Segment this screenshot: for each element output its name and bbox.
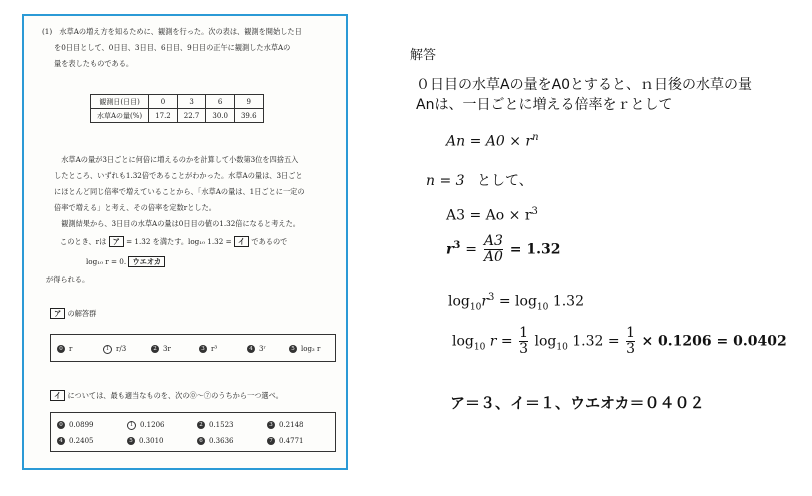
equation-text: A3 = Ao × r: [446, 207, 532, 224]
choice-text: 0.0899: [69, 421, 94, 429]
group-i-label: については、最も適当なものを、次の⓪〜⑦のうちから一つ選べ。: [67, 391, 283, 400]
choice-item: [57, 419, 94, 431]
equation-text: log: [534, 333, 557, 350]
equation-result: × 0.1206 = 0.0402: [641, 333, 787, 350]
fraction-numerator: 1: [626, 325, 635, 341]
choice-item: [197, 435, 234, 447]
choice-text: r³: [211, 345, 218, 353]
choice-text: 3ʳ: [259, 345, 266, 353]
choice-item: [197, 419, 234, 431]
table-row: [91, 109, 264, 123]
problem-text: log₁₀ r = 0.: [86, 257, 127, 266]
table-cell: 17.2: [149, 109, 178, 123]
observation-table: [90, 94, 264, 123]
table-header-cell: 9: [234, 95, 263, 109]
equation-subscript: 10: [469, 302, 482, 313]
problem-line-1: (1) 水草Aの増え方を知るために、観測を行った。次の表は、観測を開始した日: [42, 27, 302, 36]
problem-line-8: 観測結果から、3日目の水草Aの量は0日目の値の1.32倍になると考えた。: [54, 219, 300, 228]
table-cell: 39.6: [234, 109, 263, 123]
group-a-choices: [50, 334, 336, 362]
answer-box-i: イ: [234, 236, 249, 247]
choice-item: [127, 419, 165, 431]
choice-number: 0: [57, 421, 65, 429]
group-i-heading: [50, 390, 283, 402]
choice-item: [199, 343, 217, 355]
equation-text: n = 3: [426, 173, 465, 189]
choice-number: 1: [103, 345, 112, 354]
problem-line-10: [86, 256, 165, 268]
equation-exponent: 3: [488, 292, 495, 303]
choice-text: 0.1523: [209, 421, 234, 429]
choice-text: 0.1206: [140, 421, 165, 429]
group-i-box: イ: [50, 390, 65, 401]
problem-line-11: が得られる。: [46, 275, 90, 284]
equation-fraction: [519, 326, 528, 357]
group-a-box: ア: [50, 308, 65, 319]
equation-fraction: [626, 326, 635, 357]
fraction-numerator: 1: [519, 325, 529, 341]
answer-box-a: ア: [109, 236, 124, 247]
choice-item: [103, 343, 126, 355]
choice-number: 0: [57, 345, 65, 353]
problem-line-7: 倍率で増える」と考え、その倍率を定数rとした。: [54, 203, 216, 212]
equation-exponent: 3: [453, 239, 461, 251]
choice-text: 0.2148: [279, 421, 304, 429]
problem-line-6: にほとんど同じ倍率で増えていることから、「水草Aの量は、1日ごとに一定の: [54, 187, 305, 196]
group-i-choices: [50, 412, 336, 452]
problem-line-2: を0日目として、0日目、3日目、6日目、9日目の正午に観測した水草Aの: [54, 43, 291, 52]
problem-line-3: 量を表したものである。: [54, 59, 134, 68]
choice-number: 2: [151, 345, 159, 353]
choice-item: [267, 435, 304, 447]
equation-exponent: n: [532, 132, 539, 143]
group-a-label: の解答群: [67, 309, 97, 318]
equation-fraction: [484, 234, 503, 265]
equation-text: log: [448, 293, 470, 310]
choice-text: log₃ r: [301, 345, 321, 353]
problem-text: = 1.32 を満たす。log₁₀ 1.32 =: [126, 237, 232, 246]
choice-number: 3: [267, 421, 275, 429]
final-answer: ア＝３、イ＝１、ウエオカ＝０４０２: [450, 394, 705, 412]
problem-document: [24, 16, 346, 468]
equation-exponent: 3: [531, 206, 538, 217]
equation-subscript: 10: [556, 342, 568, 353]
equation-1: [446, 132, 539, 150]
choice-number: 3: [199, 345, 207, 353]
problem-text: であるので: [251, 237, 288, 246]
equation-text: An = A0 × r: [446, 133, 533, 150]
answer-box-ueoka: ウエオカ: [128, 256, 165, 267]
choice-text: 0.4771: [279, 437, 304, 445]
equation-5: [448, 292, 584, 312]
equation-value: 1.32: [552, 293, 584, 310]
choice-number: 7: [267, 437, 275, 445]
problem-text: このとき、rは: [60, 237, 107, 246]
choice-text: 3r: [163, 345, 171, 353]
choice-number: 4: [247, 345, 255, 353]
choice-number: 1: [127, 421, 136, 430]
choice-text: r/3: [116, 345, 127, 353]
choice-item: [57, 435, 94, 447]
table-cell: 水草Aの量(%): [91, 109, 149, 123]
equation-variable: r =: [489, 333, 513, 350]
equation-text: r: [446, 241, 454, 258]
equation-note: として、: [477, 173, 533, 189]
choice-item: [151, 343, 171, 355]
equation-subscript: 10: [536, 302, 549, 313]
table-header-cell: 0: [149, 95, 178, 109]
fraction-denominator: 3: [626, 341, 635, 357]
choice-text: 0.3010: [139, 437, 164, 445]
equation-value: 1.32 =: [572, 333, 620, 350]
choice-item: [57, 343, 72, 355]
table-header-cell: 6: [206, 95, 235, 109]
equation-4: $r^3$ = $\frac{A3}{A0}$ = 1.32: [446, 233, 561, 265]
solution-intro-2: Anは、一日ごとに増える倍率をｒとして: [416, 97, 673, 113]
choice-number: 4: [57, 437, 65, 445]
problem-line-4: 水草Aの量が3日ごとに何倍に増えるのかを計算して小数第3位を四捨五入: [54, 155, 299, 164]
choice-number: 6: [197, 437, 205, 445]
choice-item: [267, 419, 304, 431]
equation-value: = 1.32: [509, 241, 561, 258]
solution-intro-1: ０日目の水草Aの量をA0とすると、ｎ日後の水草の量: [416, 77, 753, 93]
fraction-denominator: 3: [519, 341, 529, 357]
fraction-denominator: A0: [483, 249, 503, 265]
solution-panel: [410, 0, 810, 496]
choice-text: r: [69, 345, 73, 353]
table-header-cell: 観測日(日目): [91, 95, 149, 109]
table-cell: 22.7: [177, 109, 206, 123]
choice-item: [127, 435, 164, 447]
solution-heading: 解答: [410, 48, 437, 63]
equation-3: [446, 206, 538, 224]
problem-scan-panel: [22, 14, 348, 470]
table-cell: 30.0: [206, 109, 235, 123]
choice-number: 5: [289, 345, 297, 353]
choice-item: [247, 343, 266, 355]
problem-line-5: したところ、いずれも1.32倍であることがわかった。水草Aの量は、3日ごと: [54, 171, 303, 180]
table-row: [91, 95, 264, 109]
equation-subscript: 10: [473, 342, 486, 353]
choice-item: [289, 343, 320, 355]
equation-variable: r: [481, 293, 489, 310]
table-header-cell: 3: [177, 95, 206, 109]
group-a-heading: [50, 308, 96, 320]
choice-number: 2: [197, 421, 205, 429]
equation-2: [426, 170, 533, 190]
choice-text: 0.3636: [209, 437, 234, 445]
problem-line-9: [60, 236, 287, 248]
equation-text: log: [452, 333, 474, 350]
choice-text: 0.2405: [69, 437, 94, 445]
equation-6: [452, 326, 787, 357]
choice-number: 5: [127, 437, 135, 445]
fraction-numerator: A3: [483, 233, 503, 249]
equation-text: = log: [498, 293, 537, 310]
